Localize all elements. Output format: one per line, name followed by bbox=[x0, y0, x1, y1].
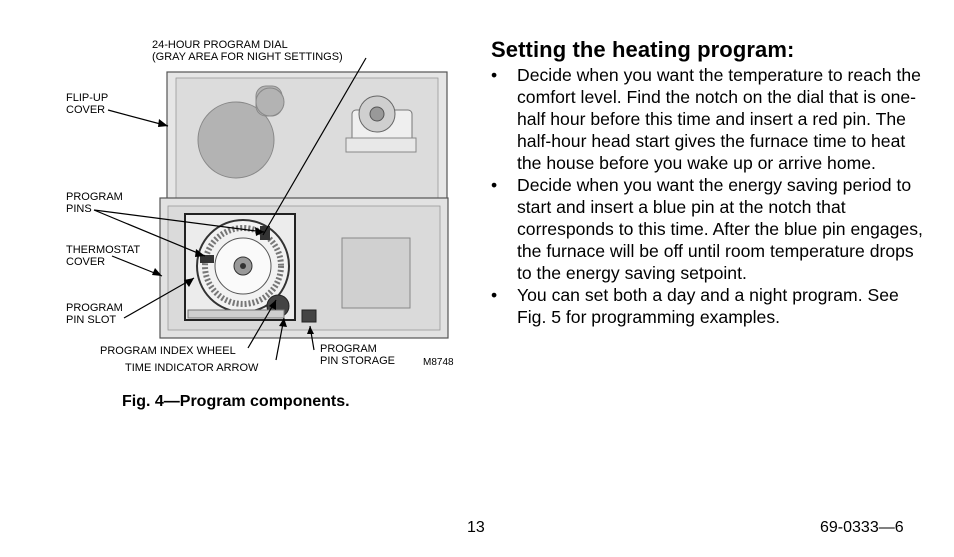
list-item-text: Decide when you want the temperature to reach the comfort level. Find the notch on the dial that is one-half hour before this time and insert a red pin. The half-hour head start gives the furnace time to heat the house before you wake up or arrive home. bbox=[517, 65, 921, 173]
thermostat-cover-label: THERMOSTAT COVER bbox=[66, 244, 141, 268]
figure-code: M8748 bbox=[423, 357, 454, 368]
program-index-wheel-label: PROGRAM INDEX WHEEL bbox=[100, 345, 236, 357]
bullet-icon: • bbox=[491, 65, 498, 85]
page-number: 13 bbox=[467, 519, 485, 536]
list-item bbox=[491, 64, 931, 174]
program-components-figure bbox=[0, 0, 480, 420]
list-item bbox=[491, 284, 931, 328]
program-dial-label: 24-HOUR PROGRAM DIAL (GRAY AREA FOR NIGHT SETTINGS) bbox=[152, 39, 343, 63]
bullet-icon: • bbox=[491, 285, 498, 305]
section-heading: Setting the heating program: bbox=[491, 37, 795, 62]
program-pin-slot-label: PROGRAM PIN SLOT bbox=[66, 302, 123, 326]
program-pin-storage-label: PROGRAM PIN STORAGE bbox=[320, 343, 395, 367]
document-id: 69-0333—6 bbox=[820, 519, 904, 536]
list-item-text: Decide when you want the energy saving period to start and insert a blue pin at the notch that corresponds to this time. After the blue pin engages, the furnace will be off until room temperature drops to the energy saving setpoint. bbox=[517, 175, 923, 283]
flip-up-cover-drawing bbox=[167, 72, 447, 208]
list-item-text: You can set both a day and a night program. See Fig. 5 for programming examples. bbox=[517, 285, 899, 327]
bullet-icon: • bbox=[491, 175, 498, 195]
time-indicator-arrow-label: TIME INDICATOR ARROW bbox=[125, 362, 259, 374]
flip-up-cover-label: FLIP-UP COVER bbox=[66, 92, 109, 116]
thermostat-cover-drawing bbox=[160, 198, 448, 338]
instruction-list bbox=[491, 64, 931, 328]
figure-caption: Fig. 4—Program components. bbox=[122, 393, 350, 410]
program-pins-label: PROGRAM PINS bbox=[66, 191, 123, 215]
list-item bbox=[491, 174, 931, 284]
